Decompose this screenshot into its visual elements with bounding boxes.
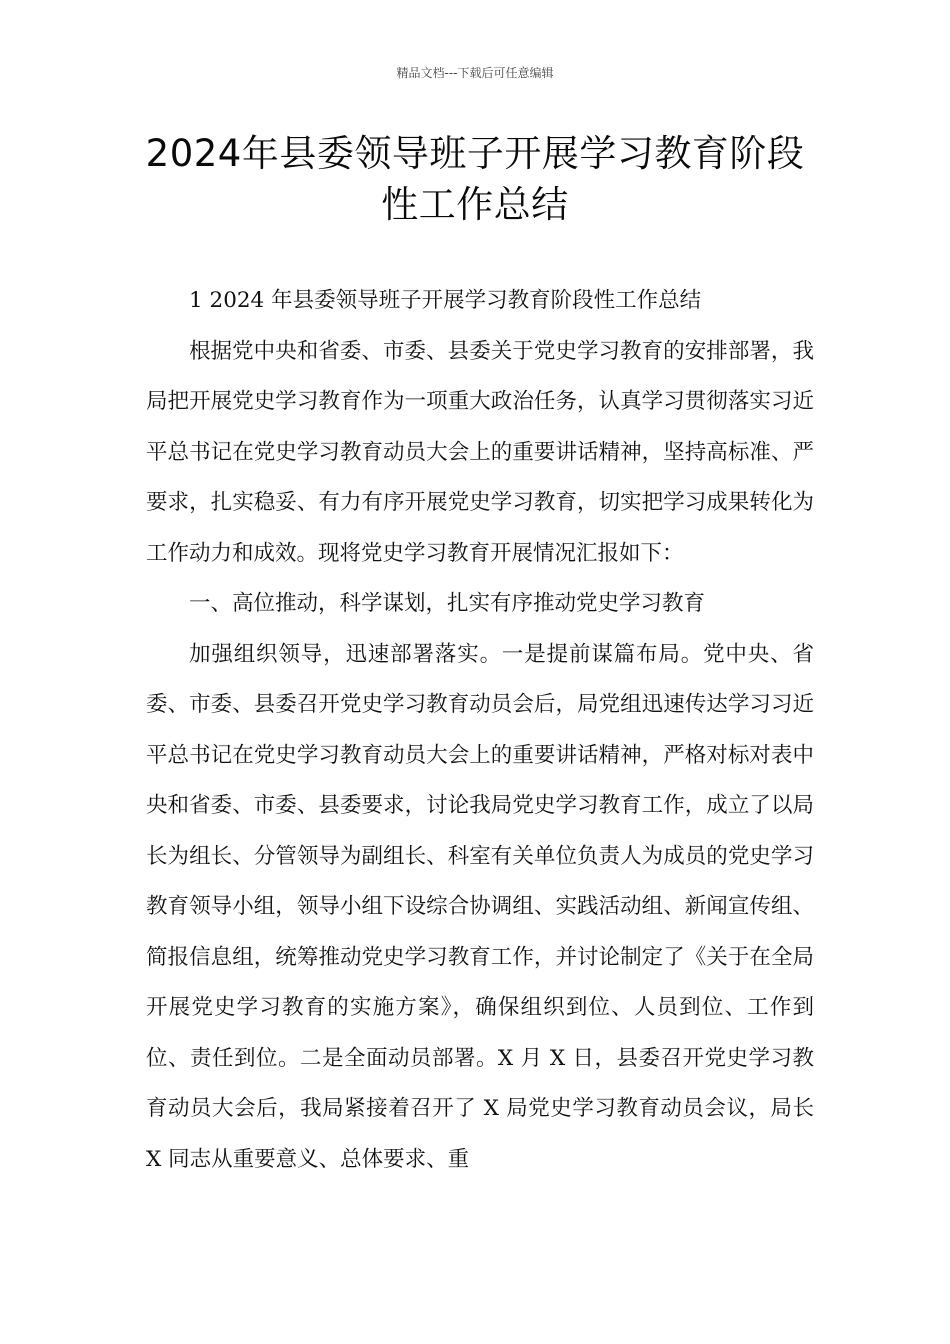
paragraph-intro: 根据党中央和省委、市委、县委关于党史学习教育的安排部署，我局把开展党史学习教育作为一项重大政治任务，认真学习贯彻落实习近平总书记在党史学习教育动员大会上的重要讲话精神，坚持高标准、严要求，扎实稳妥、有力有序开展党史学习教育，切实把学习成果转化为工作动力和成效。现将党史学习教育开展情况汇报如下： <box>146 338 814 566</box>
section-heading-1: 一、高位推动，科学谋划，扎实有序推动党史学习教育 <box>189 591 706 616</box>
title-line-2: 性工作总结 <box>381 183 569 226</box>
page-header: 精品文档---下载后可任意编辑 <box>396 66 554 80</box>
title-line-1: 2024年县委领导班子开展学习教育阶段 <box>145 132 805 175</box>
paragraph-section-1-body: 加强组织领导，迅速部署落实。一是提前谋篇布局。党中央、省委、市委、县委召开党史学习教育动员会后，局党组迅速传达学习习近平总书记在党史学习教育动员大会上的重要讲话精神，严格对标对表中央和省委、市委、县委要求，讨论我局党史学习教育工作，成立了以局长为组长、分管领导为副组长、科室有关单位负责人为成员的党史学习教育领导小组，领导小组下设综合协调组、实践活动组、新闻宣传组、简报信息组，统筹推动党史学习教育工作，并讨论制定了《关于在全局开展党史学习教育的实施方案》，确保组织到位、人员到位、工作到位、责任到位。二是全面动员部署。X 月 X 日，县委召开党史学习教育动员大会后，我局紧接着召开了 X 局党史学习教育动员会议，局长 X 同志从重要意义、总体要求、重 <box>146 641 814 1172</box>
document-body <box>146 276 814 1185</box>
paragraph-subtitle: 1 2024 年县委领导班子开展学习教育阶段性工作总结 <box>189 288 702 313</box>
document-title <box>140 128 810 230</box>
